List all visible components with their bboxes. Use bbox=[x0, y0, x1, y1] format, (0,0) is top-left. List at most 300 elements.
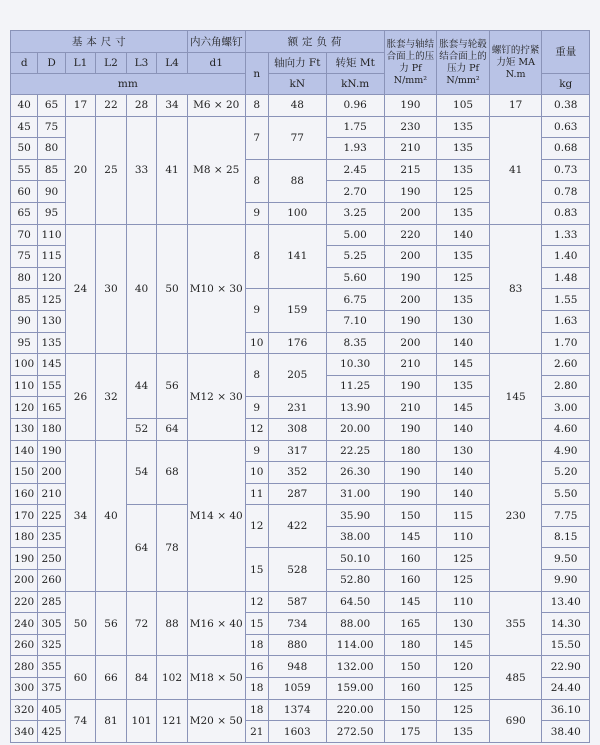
cell-mt: 88.00 bbox=[326, 613, 384, 635]
cell-pf: 200 bbox=[384, 289, 437, 311]
cell-ft: 1603 bbox=[268, 721, 326, 743]
cell-n: 18 bbox=[245, 634, 268, 656]
cell-w: 24.40 bbox=[542, 678, 590, 700]
cell-mt: 7.10 bbox=[326, 310, 384, 332]
cell-pf: 160 bbox=[384, 678, 437, 700]
cell-pfh: 125 bbox=[437, 267, 490, 289]
cell-w: 38.40 bbox=[542, 721, 590, 743]
cell-w: 1.48 bbox=[542, 267, 590, 289]
cell-pf: 190 bbox=[384, 267, 437, 289]
cell-pf: 175 bbox=[384, 721, 437, 743]
cell-pfh: 120 bbox=[437, 656, 490, 678]
cell-d: 250 bbox=[38, 548, 65, 570]
cell-ma: 145 bbox=[489, 354, 542, 440]
cell-mt: 6.75 bbox=[326, 289, 384, 311]
cell-d: 65 bbox=[11, 202, 38, 224]
header-weight: 重量 bbox=[542, 31, 590, 74]
cell-pf: 200 bbox=[384, 202, 437, 224]
cell-n: 9 bbox=[245, 202, 268, 224]
cell-d1: M12 × 30 bbox=[187, 354, 245, 440]
cell-l4: 78 bbox=[157, 505, 188, 591]
cell-ft: 1059 bbox=[268, 678, 326, 700]
cell-pf: 190 bbox=[384, 375, 437, 397]
cell-ft: 880 bbox=[268, 634, 326, 656]
cell-pf: 190 bbox=[384, 418, 437, 440]
header-d: d bbox=[11, 53, 38, 74]
cell-l3: 101 bbox=[126, 699, 157, 742]
cell-l3: 33 bbox=[126, 116, 157, 224]
cell-pfh: 130 bbox=[437, 613, 490, 635]
cell-d: 320 bbox=[11, 699, 38, 721]
cell-d: 130 bbox=[11, 418, 38, 440]
cell-mt: 5.25 bbox=[326, 246, 384, 268]
cell-d: 110 bbox=[11, 375, 38, 397]
cell-pfh: 110 bbox=[437, 526, 490, 548]
cell-d: 55 bbox=[11, 159, 38, 181]
cell-w: 36.10 bbox=[542, 699, 590, 721]
cell-d: 190 bbox=[11, 548, 38, 570]
cell-d: 120 bbox=[38, 267, 65, 289]
cell-l4: 34 bbox=[157, 95, 188, 117]
cell-d: 100 bbox=[11, 354, 38, 376]
cell-pfh: 135 bbox=[437, 721, 490, 743]
cell-w: 2.80 bbox=[542, 375, 590, 397]
cell-w: 0.63 bbox=[542, 116, 590, 138]
cell-w: 1.40 bbox=[542, 246, 590, 268]
cell-d: 140 bbox=[11, 440, 38, 462]
cell-d: 225 bbox=[38, 505, 65, 527]
cell-pf: 210 bbox=[384, 354, 437, 376]
cell-n: 12 bbox=[245, 418, 268, 440]
cell-l2: 30 bbox=[96, 224, 127, 354]
cell-w: 4.60 bbox=[542, 418, 590, 440]
cell-w: 1.33 bbox=[542, 224, 590, 246]
cell-pf: 215 bbox=[384, 159, 437, 181]
cell-d: 305 bbox=[38, 613, 65, 635]
cell-d: 170 bbox=[11, 505, 38, 527]
cell-mt: 50.10 bbox=[326, 548, 384, 570]
cell-l1: 26 bbox=[65, 354, 96, 440]
cell-pf: 190 bbox=[384, 310, 437, 332]
cell-l2: 25 bbox=[96, 116, 127, 224]
cell-pfh: 140 bbox=[437, 483, 490, 505]
cell-l1: 74 bbox=[65, 699, 96, 742]
cell-pfh: 135 bbox=[437, 289, 490, 311]
header-rated-load: 额 定 负 荷 bbox=[245, 31, 384, 53]
cell-pf: 200 bbox=[384, 246, 437, 268]
cell-l3: 28 bbox=[126, 95, 157, 117]
cell-ft: 205 bbox=[268, 354, 326, 397]
table-row bbox=[11, 354, 590, 376]
cell-pfh: 140 bbox=[437, 462, 490, 484]
cell-pfh: 125 bbox=[437, 699, 490, 721]
cell-l4: 121 bbox=[157, 699, 188, 742]
cell-mt: 5.60 bbox=[326, 267, 384, 289]
cell-l2: 32 bbox=[96, 354, 127, 440]
cell-mt: 132.00 bbox=[326, 656, 384, 678]
cell-pfh: 135 bbox=[437, 375, 490, 397]
cell-ma: 17 bbox=[489, 95, 542, 117]
cell-pfh: 110 bbox=[437, 591, 490, 613]
cell-ft: 231 bbox=[268, 397, 326, 419]
cell-n: 18 bbox=[245, 678, 268, 700]
cell-n: 9 bbox=[245, 440, 268, 462]
cell-d: 120 bbox=[11, 397, 38, 419]
cell-ft: 100 bbox=[268, 202, 326, 224]
cell-d: 210 bbox=[38, 483, 65, 505]
cell-mt: 159.00 bbox=[326, 678, 384, 700]
cell-w: 0.78 bbox=[542, 181, 590, 203]
cell-pfh: 125 bbox=[437, 181, 490, 203]
cell-mt: 2.70 bbox=[326, 181, 384, 203]
cell-ft: 48 bbox=[268, 95, 326, 117]
cell-pf: 180 bbox=[384, 634, 437, 656]
cell-ft: 734 bbox=[268, 613, 326, 635]
header-d1: d1 bbox=[187, 53, 245, 74]
cell-d: 405 bbox=[38, 699, 65, 721]
cell-n: 9 bbox=[245, 289, 268, 332]
cell-n: 18 bbox=[245, 699, 268, 721]
cell-l2: 22 bbox=[96, 95, 127, 117]
cell-l4: 56 bbox=[157, 354, 188, 419]
cell-w: 9.50 bbox=[542, 548, 590, 570]
cell-d: 90 bbox=[11, 310, 38, 332]
cell-mt: 31.00 bbox=[326, 483, 384, 505]
cell-l1: 24 bbox=[65, 224, 96, 354]
table-row bbox=[11, 699, 590, 721]
cell-w: 1.63 bbox=[542, 310, 590, 332]
cell-ma: 355 bbox=[489, 591, 542, 656]
table-body bbox=[11, 95, 590, 743]
cell-pfh: 105 bbox=[437, 95, 490, 117]
cell-d: 115 bbox=[38, 246, 65, 268]
table-row bbox=[11, 116, 590, 138]
cell-w: 0.73 bbox=[542, 159, 590, 181]
cell-mt: 10.30 bbox=[326, 354, 384, 376]
cell-mt: 11.25 bbox=[326, 375, 384, 397]
cell-n: 15 bbox=[245, 613, 268, 635]
header-shaft-pressure: 胀套与轴结合面上的压力 Pf N/mm² bbox=[384, 31, 437, 95]
cell-pfh: 140 bbox=[437, 332, 490, 354]
cell-w: 0.83 bbox=[542, 202, 590, 224]
cell-pf: 190 bbox=[384, 483, 437, 505]
cell-pf: 190 bbox=[384, 181, 437, 203]
table-row bbox=[11, 591, 590, 613]
cell-ft: 308 bbox=[268, 418, 326, 440]
cell-ma: 485 bbox=[489, 656, 542, 699]
table-row bbox=[11, 440, 590, 462]
cell-ma: 41 bbox=[489, 116, 542, 224]
cell-n: 8 bbox=[245, 159, 268, 202]
header-mm-unit: mm bbox=[11, 74, 246, 95]
cell-n: 8 bbox=[245, 224, 268, 289]
cell-n: 8 bbox=[245, 354, 268, 397]
cell-d: 75 bbox=[38, 116, 65, 138]
cell-w: 22.90 bbox=[542, 656, 590, 678]
cell-l3: 40 bbox=[126, 224, 157, 354]
cell-w: 5.20 bbox=[542, 462, 590, 484]
cell-d: 260 bbox=[38, 570, 65, 592]
header-basic-dimensions: 基 本 尺 寸 bbox=[11, 31, 188, 53]
cell-d: 80 bbox=[11, 267, 38, 289]
cell-pf: 160 bbox=[384, 548, 437, 570]
cell-l4: 88 bbox=[157, 591, 188, 656]
table-row bbox=[11, 656, 590, 678]
cell-l3: 64 bbox=[126, 505, 157, 591]
cell-d: 165 bbox=[38, 397, 65, 419]
cell-d: 95 bbox=[11, 332, 38, 354]
cell-pf: 150 bbox=[384, 505, 437, 527]
cell-pf: 210 bbox=[384, 138, 437, 160]
cell-pfh: 135 bbox=[437, 116, 490, 138]
cell-l1: 20 bbox=[65, 116, 96, 224]
cell-mt: 26.30 bbox=[326, 462, 384, 484]
cell-d: 280 bbox=[11, 656, 38, 678]
cell-d: 325 bbox=[38, 634, 65, 656]
cell-l2: 81 bbox=[96, 699, 127, 742]
cell-ma: 83 bbox=[489, 224, 542, 354]
cell-l3: 84 bbox=[126, 656, 157, 699]
cell-pfh: 140 bbox=[437, 418, 490, 440]
cell-w: 4.90 bbox=[542, 440, 590, 462]
cell-d: 80 bbox=[38, 138, 65, 160]
cell-pfh: 115 bbox=[437, 505, 490, 527]
cell-l1: 60 bbox=[65, 656, 96, 699]
cell-w: 3.00 bbox=[542, 397, 590, 419]
cell-n: 8 bbox=[245, 95, 268, 117]
cell-pfh: 135 bbox=[437, 138, 490, 160]
cell-pf: 220 bbox=[384, 224, 437, 246]
cell-n: 15 bbox=[245, 548, 268, 591]
cell-ft: 1374 bbox=[268, 699, 326, 721]
cell-ft: 317 bbox=[268, 440, 326, 462]
cell-d: 285 bbox=[38, 591, 65, 613]
cell-ft: 287 bbox=[268, 483, 326, 505]
cell-ft: 948 bbox=[268, 656, 326, 678]
cell-w: 2.60 bbox=[542, 354, 590, 376]
cell-d: 85 bbox=[38, 159, 65, 181]
spec-table bbox=[10, 30, 590, 743]
cell-n: 16 bbox=[245, 656, 268, 678]
cell-ma: 690 bbox=[489, 699, 542, 742]
cell-w: 13.40 bbox=[542, 591, 590, 613]
cell-d: 65 bbox=[38, 95, 65, 117]
cell-n: 10 bbox=[245, 332, 268, 354]
cell-l4: 41 bbox=[157, 116, 188, 224]
cell-d1: M20 × 50 bbox=[187, 699, 245, 742]
cell-d: 150 bbox=[11, 462, 38, 484]
cell-mt: 52.80 bbox=[326, 570, 384, 592]
cell-l2: 40 bbox=[96, 440, 127, 591]
cell-mt: 220.00 bbox=[326, 699, 384, 721]
cell-n: 21 bbox=[245, 721, 268, 743]
cell-pfh: 125 bbox=[437, 570, 490, 592]
header-n: n bbox=[245, 53, 268, 95]
cell-l3: 44 bbox=[126, 354, 157, 419]
cell-d: 50 bbox=[11, 138, 38, 160]
cell-pfh: 130 bbox=[437, 440, 490, 462]
cell-pfh: 145 bbox=[437, 354, 490, 376]
cell-mt: 272.50 bbox=[326, 721, 384, 743]
cell-pf: 180 bbox=[384, 440, 437, 462]
cell-pf: 210 bbox=[384, 397, 437, 419]
cell-d: 180 bbox=[38, 418, 65, 440]
cell-mt: 22.25 bbox=[326, 440, 384, 462]
cell-ft: 587 bbox=[268, 591, 326, 613]
cell-pfh: 135 bbox=[437, 246, 490, 268]
cell-d: 240 bbox=[11, 613, 38, 635]
cell-ft: 88 bbox=[268, 159, 326, 202]
table-row bbox=[11, 224, 590, 246]
cell-d: 45 bbox=[11, 116, 38, 138]
cell-d: 220 bbox=[11, 591, 38, 613]
cell-ft: 352 bbox=[268, 462, 326, 484]
cell-pf: 145 bbox=[384, 591, 437, 613]
cell-ft: 159 bbox=[268, 289, 326, 332]
header-hub-pressure: 胀套与轮毂结合面上的压力 Pf N/mm² bbox=[437, 31, 490, 95]
cell-d: 60 bbox=[11, 181, 38, 203]
cell-d: 260 bbox=[11, 634, 38, 656]
cell-l3: 54 bbox=[126, 440, 157, 505]
cell-d: 160 bbox=[11, 483, 38, 505]
cell-d: 200 bbox=[11, 570, 38, 592]
cell-n: 10 bbox=[245, 462, 268, 484]
cell-d1: M10 × 30 bbox=[187, 224, 245, 354]
header-torque: 转矩 Mt bbox=[326, 53, 384, 74]
cell-d: 95 bbox=[38, 202, 65, 224]
cell-d1: M18 × 50 bbox=[187, 656, 245, 699]
cell-ft: 176 bbox=[268, 332, 326, 354]
cell-w: 0.68 bbox=[542, 138, 590, 160]
cell-pfh: 135 bbox=[437, 159, 490, 181]
header-torque-unit: kN.m bbox=[326, 74, 384, 95]
cell-ft: 77 bbox=[268, 116, 326, 159]
header-L1: L1 bbox=[65, 53, 96, 74]
cell-d1: M16 × 40 bbox=[187, 591, 245, 656]
cell-d: 110 bbox=[38, 224, 65, 246]
cell-mt: 0.96 bbox=[326, 95, 384, 117]
cell-w: 14.30 bbox=[542, 613, 590, 635]
cell-l4: 68 bbox=[157, 440, 188, 505]
cell-pfh: 145 bbox=[437, 397, 490, 419]
cell-pf: 145 bbox=[384, 526, 437, 548]
cell-pf: 165 bbox=[384, 613, 437, 635]
cell-mt: 64.50 bbox=[326, 591, 384, 613]
cell-pf: 190 bbox=[384, 462, 437, 484]
cell-pfh: 140 bbox=[437, 224, 490, 246]
cell-d: 300 bbox=[11, 678, 38, 700]
cell-l2: 56 bbox=[96, 591, 127, 656]
cell-d: 40 bbox=[11, 95, 38, 117]
cell-w: 7.75 bbox=[542, 505, 590, 527]
cell-l4: 64 bbox=[157, 418, 188, 440]
table-row bbox=[11, 95, 590, 117]
cell-pf: 150 bbox=[384, 699, 437, 721]
cell-l4: 50 bbox=[157, 224, 188, 354]
cell-d: 125 bbox=[38, 289, 65, 311]
cell-n: 7 bbox=[245, 116, 268, 159]
cell-pf: 230 bbox=[384, 116, 437, 138]
cell-d1: M14 × 40 bbox=[187, 440, 245, 591]
header-D: D bbox=[38, 53, 65, 74]
cell-d: 355 bbox=[38, 656, 65, 678]
cell-d: 70 bbox=[11, 224, 38, 246]
cell-ma: 230 bbox=[489, 440, 542, 591]
cell-d1: M6 × 20 bbox=[187, 95, 245, 117]
cell-d: 235 bbox=[38, 526, 65, 548]
cell-pf: 190 bbox=[384, 95, 437, 117]
cell-n: 12 bbox=[245, 591, 268, 613]
cell-n: 9 bbox=[245, 397, 268, 419]
cell-d1: M8 × 25 bbox=[187, 116, 245, 224]
cell-pfh: 125 bbox=[437, 548, 490, 570]
cell-pfh: 130 bbox=[437, 310, 490, 332]
cell-pfh: 125 bbox=[437, 678, 490, 700]
cell-l1: 34 bbox=[65, 440, 96, 591]
cell-mt: 1.75 bbox=[326, 116, 384, 138]
cell-mt: 8.35 bbox=[326, 332, 384, 354]
cell-d: 425 bbox=[38, 721, 65, 743]
cell-d: 75 bbox=[11, 246, 38, 268]
cell-l3: 72 bbox=[126, 591, 157, 656]
cell-pfh: 145 bbox=[437, 634, 490, 656]
cell-mt: 3.25 bbox=[326, 202, 384, 224]
cell-n: 12 bbox=[245, 505, 268, 548]
header-L3: L3 bbox=[126, 53, 157, 74]
cell-pf: 160 bbox=[384, 570, 437, 592]
cell-ft: 422 bbox=[268, 505, 326, 548]
cell-d: 340 bbox=[11, 721, 38, 743]
cell-mt: 35.90 bbox=[326, 505, 384, 527]
cell-pfh: 135 bbox=[437, 202, 490, 224]
cell-mt: 38.00 bbox=[326, 526, 384, 548]
cell-w: 9.90 bbox=[542, 570, 590, 592]
cell-n: 11 bbox=[245, 483, 268, 505]
cell-w: 15.50 bbox=[542, 634, 590, 656]
cell-w: 5.50 bbox=[542, 483, 590, 505]
cell-mt: 20.00 bbox=[326, 418, 384, 440]
header-weight-unit: kg bbox=[542, 74, 590, 95]
cell-l4: 102 bbox=[157, 656, 188, 699]
header-axial-unit: kN bbox=[268, 74, 326, 95]
cell-w: 8.15 bbox=[542, 526, 590, 548]
cell-w: 0.38 bbox=[542, 95, 590, 117]
cell-d: 200 bbox=[38, 462, 65, 484]
cell-d: 190 bbox=[38, 440, 65, 462]
cell-l1: 17 bbox=[65, 95, 96, 117]
cell-mt: 5.00 bbox=[326, 224, 384, 246]
cell-l1: 50 bbox=[65, 591, 96, 656]
header-axial-force: 轴向力 Ft bbox=[268, 53, 326, 74]
cell-l2: 66 bbox=[96, 656, 127, 699]
cell-mt: 1.93 bbox=[326, 138, 384, 160]
cell-w: 1.70 bbox=[542, 332, 590, 354]
header-socket-screw: 内六角螺钉 bbox=[187, 31, 245, 53]
cell-mt: 13.90 bbox=[326, 397, 384, 419]
cell-d: 135 bbox=[38, 332, 65, 354]
cell-ft: 141 bbox=[268, 224, 326, 289]
cell-pf: 150 bbox=[384, 656, 437, 678]
cell-d: 85 bbox=[11, 289, 38, 311]
cell-d: 145 bbox=[38, 354, 65, 376]
cell-l3: 52 bbox=[126, 418, 157, 440]
cell-ft: 528 bbox=[268, 548, 326, 591]
cell-d: 90 bbox=[38, 181, 65, 203]
header-L2: L2 bbox=[96, 53, 127, 74]
cell-d: 155 bbox=[38, 375, 65, 397]
header-L4: L4 bbox=[157, 53, 188, 74]
cell-mt: 114.00 bbox=[326, 634, 384, 656]
